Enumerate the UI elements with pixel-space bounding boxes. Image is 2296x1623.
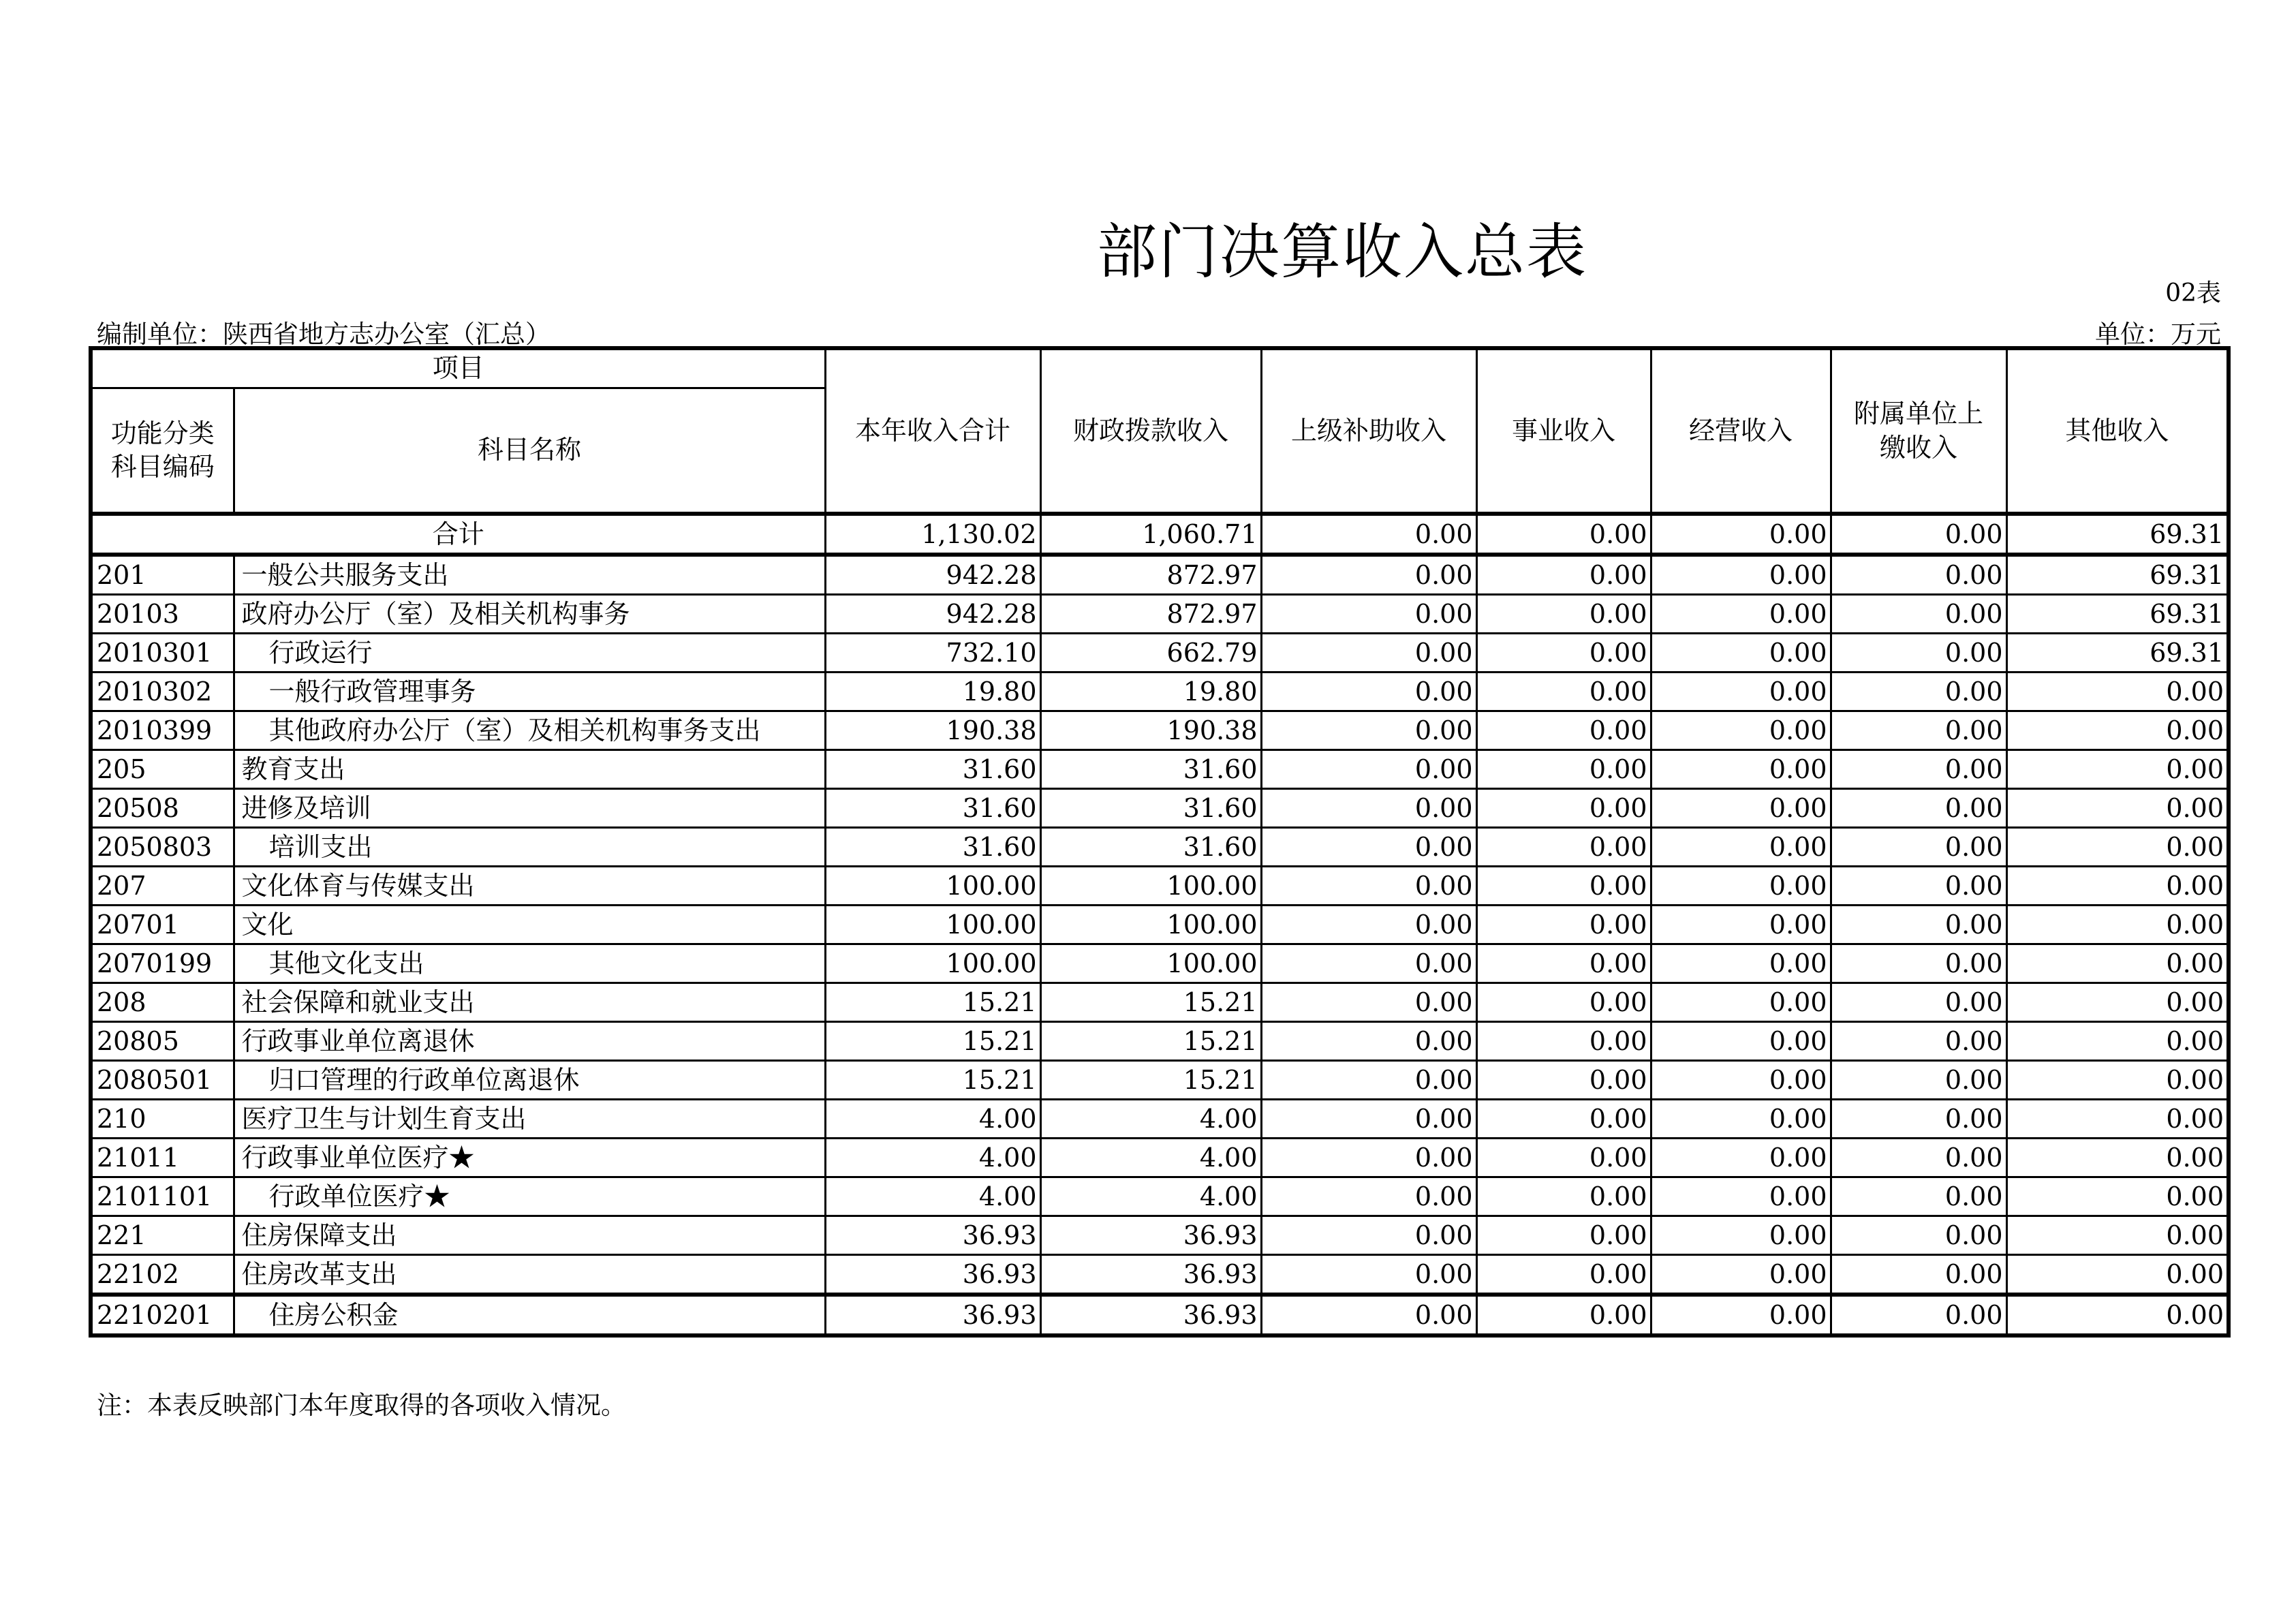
row-value: 4.00 xyxy=(1040,1177,1261,1216)
row-name: 一般公共服务支出 xyxy=(234,555,825,595)
row-value: 0.00 xyxy=(1476,1255,1651,1295)
row-value: 0.00 xyxy=(2006,1100,2229,1139)
row-value: 31.60 xyxy=(1040,789,1261,828)
row-value: 36.93 xyxy=(825,1255,1040,1295)
row-value: 0.00 xyxy=(1261,789,1476,828)
row-value: 31.60 xyxy=(825,789,1040,828)
row-value: 0.00 xyxy=(1261,1295,1476,1335)
table-row xyxy=(91,1177,2229,1216)
total-value: 69.31 xyxy=(2006,514,2229,555)
row-value: 0.00 xyxy=(1651,1255,1831,1295)
row-code: 208 xyxy=(91,983,234,1022)
row-value: 0.00 xyxy=(1476,828,1651,867)
row-value: 36.93 xyxy=(1040,1255,1261,1295)
row-value: 942.28 xyxy=(825,595,1040,634)
row-value: 0.00 xyxy=(1651,1022,1831,1061)
row-value: 31.60 xyxy=(825,750,1040,789)
row-value: 0.00 xyxy=(1651,1216,1831,1255)
row-value: 0.00 xyxy=(1831,867,2006,906)
row-name: 行政事业单位医疗★ xyxy=(234,1139,825,1177)
row-value: 0.00 xyxy=(2006,944,2229,983)
row-value: 0.00 xyxy=(1261,944,1476,983)
row-name: 文化 xyxy=(234,906,825,944)
row-value: 0.00 xyxy=(1651,906,1831,944)
total-value: 0.00 xyxy=(1651,514,1831,555)
row-code: 210 xyxy=(91,1100,234,1139)
table-row xyxy=(91,1216,2229,1255)
row-value: 0.00 xyxy=(1831,1139,2006,1177)
row-value: 0.00 xyxy=(1831,1255,2006,1295)
row-code: 20805 xyxy=(91,1022,234,1061)
row-value: 0.00 xyxy=(1261,1022,1476,1061)
row-value: 4.00 xyxy=(1040,1139,1261,1177)
row-name: 政府办公厅（室）及相关机构事务 xyxy=(234,595,825,634)
total-label: 合计 xyxy=(91,514,825,555)
row-value: 0.00 xyxy=(1476,944,1651,983)
table-row xyxy=(91,673,2229,711)
row-name: 住房公积金 xyxy=(234,1295,825,1335)
row-value: 0.00 xyxy=(1476,1139,1651,1177)
row-name: 住房保障支出 xyxy=(234,1216,825,1255)
row-value: 0.00 xyxy=(1476,906,1651,944)
row-value: 100.00 xyxy=(1040,906,1261,944)
header-operating: 经营收入 xyxy=(1651,348,1831,514)
row-value: 0.00 xyxy=(1476,867,1651,906)
row-code: 22102 xyxy=(91,1255,234,1295)
table-row xyxy=(91,1255,2229,1295)
row-value: 190.38 xyxy=(825,711,1040,750)
row-value: 15.21 xyxy=(1040,1022,1261,1061)
row-value: 0.00 xyxy=(2006,867,2229,906)
row-value: 0.00 xyxy=(1831,789,2006,828)
row-code: 2101101 xyxy=(91,1177,234,1216)
row-value: 0.00 xyxy=(1651,595,1831,634)
row-value: 0.00 xyxy=(1476,673,1651,711)
row-value: 732.10 xyxy=(825,634,1040,673)
total-value: 0.00 xyxy=(1261,514,1476,555)
row-value: 36.93 xyxy=(825,1216,1040,1255)
row-value: 100.00 xyxy=(1040,867,1261,906)
row-value: 0.00 xyxy=(1261,828,1476,867)
header-business: 事业收入 xyxy=(1476,348,1651,514)
row-value: 0.00 xyxy=(1651,828,1831,867)
row-value: 0.00 xyxy=(1476,1022,1651,1061)
row-value: 19.80 xyxy=(825,673,1040,711)
table-row xyxy=(91,944,2229,983)
row-code: 2010301 xyxy=(91,634,234,673)
row-code: 2080501 xyxy=(91,1061,234,1100)
table-row xyxy=(91,867,2229,906)
row-value: 0.00 xyxy=(1651,750,1831,789)
row-value: 0.00 xyxy=(1651,1100,1831,1139)
row-value: 4.00 xyxy=(825,1177,1040,1216)
row-value: 0.00 xyxy=(1651,983,1831,1022)
table-row xyxy=(91,711,2229,750)
row-value: 0.00 xyxy=(2006,1022,2229,1061)
header-name: 科目名称 xyxy=(234,388,825,514)
row-value: 0.00 xyxy=(1261,750,1476,789)
footnote: 注：本表反映部门本年度取得的各项收入情况。 xyxy=(97,1391,626,1420)
row-value: 19.80 xyxy=(1040,673,1261,711)
row-value: 0.00 xyxy=(1476,983,1651,1022)
row-value: 0.00 xyxy=(1261,634,1476,673)
org-label: 编制单位：陕西省地方志办公室（汇总） xyxy=(97,320,550,349)
row-value: 0.00 xyxy=(1831,1295,2006,1335)
table-row xyxy=(91,1139,2229,1177)
row-name: 培训支出 xyxy=(234,828,825,867)
row-value: 0.00 xyxy=(1261,1100,1476,1139)
row-name: 进修及培训 xyxy=(234,789,825,828)
table-row xyxy=(91,906,2229,944)
row-value: 0.00 xyxy=(1261,555,1476,595)
table-row xyxy=(91,983,2229,1022)
row-value: 0.00 xyxy=(1261,1177,1476,1216)
row-value: 0.00 xyxy=(1651,673,1831,711)
income-summary-table xyxy=(89,346,2231,1338)
row-value: 15.21 xyxy=(825,1022,1040,1061)
row-value: 0.00 xyxy=(1261,1255,1476,1295)
table-row xyxy=(91,789,2229,828)
header-code: 功能分类科目编码 xyxy=(91,388,234,514)
row-value: 0.00 xyxy=(1831,1216,2006,1255)
row-value: 0.00 xyxy=(2006,828,2229,867)
row-value: 4.00 xyxy=(825,1100,1040,1139)
row-value: 0.00 xyxy=(1261,1216,1476,1255)
row-value: 69.31 xyxy=(2006,634,2229,673)
row-value: 0.00 xyxy=(1831,673,2006,711)
row-value: 4.00 xyxy=(825,1139,1040,1177)
row-value: 100.00 xyxy=(825,944,1040,983)
row-name: 医疗卫生与计划生育支出 xyxy=(234,1100,825,1139)
row-value: 100.00 xyxy=(825,906,1040,944)
row-value: 36.93 xyxy=(1040,1295,1261,1335)
row-value: 0.00 xyxy=(2006,750,2229,789)
row-value: 872.97 xyxy=(1040,555,1261,595)
total-value: 0.00 xyxy=(1831,514,2006,555)
table-row xyxy=(91,828,2229,867)
row-value: 69.31 xyxy=(2006,555,2229,595)
row-value: 0.00 xyxy=(2006,711,2229,750)
row-code: 20508 xyxy=(91,789,234,828)
table-row xyxy=(91,555,2229,595)
row-code: 21011 xyxy=(91,1139,234,1177)
row-code: 20103 xyxy=(91,595,234,634)
row-value: 0.00 xyxy=(1476,750,1651,789)
row-value: 662.79 xyxy=(1040,634,1261,673)
row-value: 0.00 xyxy=(2006,1216,2229,1255)
row-value: 0.00 xyxy=(1261,595,1476,634)
table-row xyxy=(91,634,2229,673)
row-value: 0.00 xyxy=(1831,1100,2006,1139)
row-value: 15.21 xyxy=(825,983,1040,1022)
row-value: 0.00 xyxy=(1831,906,2006,944)
row-value: 0.00 xyxy=(1651,867,1831,906)
row-code: 2210201 xyxy=(91,1295,234,1335)
row-value: 15.21 xyxy=(825,1061,1040,1100)
row-code: 201 xyxy=(91,555,234,595)
row-value: 0.00 xyxy=(1261,673,1476,711)
row-code: 2010399 xyxy=(91,711,234,750)
row-value: 0.00 xyxy=(1476,595,1651,634)
table-row xyxy=(91,595,2229,634)
row-value: 872.97 xyxy=(1040,595,1261,634)
row-code: 207 xyxy=(91,867,234,906)
row-value: 0.00 xyxy=(2006,1177,2229,1216)
row-value: 0.00 xyxy=(1651,1061,1831,1100)
row-value: 0.00 xyxy=(1831,828,2006,867)
row-value: 31.60 xyxy=(1040,828,1261,867)
row-value: 0.00 xyxy=(2006,1139,2229,1177)
table-row xyxy=(91,1295,2229,1335)
header-total: 本年收入合计 xyxy=(825,348,1040,514)
total-value: 1,060.71 xyxy=(1040,514,1261,555)
row-value: 0.00 xyxy=(1261,983,1476,1022)
row-value: 15.21 xyxy=(1040,983,1261,1022)
row-value: 0.00 xyxy=(1476,1216,1651,1255)
row-value: 0.00 xyxy=(1261,906,1476,944)
row-value: 0.00 xyxy=(1651,1139,1831,1177)
row-value: 36.93 xyxy=(1040,1216,1261,1255)
row-value: 0.00 xyxy=(1261,867,1476,906)
row-code: 205 xyxy=(91,750,234,789)
row-value: 0.00 xyxy=(1651,1177,1831,1216)
row-value: 0.00 xyxy=(1261,1139,1476,1177)
row-value: 942.28 xyxy=(825,555,1040,595)
row-name: 教育支出 xyxy=(234,750,825,789)
table-number: 02表 xyxy=(2165,279,2221,307)
page-title: 部门决算收入总表 xyxy=(1096,217,1587,287)
table-row xyxy=(91,1061,2229,1100)
row-value: 0.00 xyxy=(1476,1100,1651,1139)
row-value: 0.00 xyxy=(2006,1061,2229,1100)
row-name: 其他政府办公厅（室）及相关机构事务支出 xyxy=(234,711,825,750)
row-value: 0.00 xyxy=(1831,750,2006,789)
row-value: 0.00 xyxy=(1651,634,1831,673)
row-name: 一般行政管理事务 xyxy=(234,673,825,711)
row-value: 0.00 xyxy=(1651,555,1831,595)
row-value: 0.00 xyxy=(1831,555,2006,595)
row-code: 20701 xyxy=(91,906,234,944)
row-value: 0.00 xyxy=(1261,1061,1476,1100)
total-value: 1,130.02 xyxy=(825,514,1040,555)
row-name: 归口管理的行政单位离退休 xyxy=(234,1061,825,1100)
row-value: 0.00 xyxy=(1831,711,2006,750)
row-value: 0.00 xyxy=(1651,789,1831,828)
row-value: 0.00 xyxy=(1476,1295,1651,1335)
row-value: 31.60 xyxy=(825,828,1040,867)
row-value: 0.00 xyxy=(1476,634,1651,673)
row-value: 15.21 xyxy=(1040,1061,1261,1100)
row-value: 0.00 xyxy=(1261,711,1476,750)
row-code: 221 xyxy=(91,1216,234,1255)
row-value: 0.00 xyxy=(1831,634,2006,673)
row-value: 4.00 xyxy=(1040,1100,1261,1139)
row-value: 0.00 xyxy=(1831,944,2006,983)
row-name: 行政运行 xyxy=(234,634,825,673)
row-value: 0.00 xyxy=(1476,1061,1651,1100)
table-row xyxy=(91,1100,2229,1139)
row-name: 社会保障和就业支出 xyxy=(234,983,825,1022)
header-item: 项目 xyxy=(91,348,825,388)
unit-label: 单位：万元 xyxy=(2095,320,2221,349)
row-value: 0.00 xyxy=(1651,944,1831,983)
header-other: 其他收入 xyxy=(2006,348,2229,514)
row-name: 其他文化支出 xyxy=(234,944,825,983)
row-value: 0.00 xyxy=(2006,1255,2229,1295)
row-value: 0.00 xyxy=(2006,673,2229,711)
header-fiscal: 财政拨款收入 xyxy=(1040,348,1261,514)
row-value: 0.00 xyxy=(1831,983,2006,1022)
row-value: 0.00 xyxy=(2006,906,2229,944)
row-value: 0.00 xyxy=(1831,1177,2006,1216)
row-name: 行政事业单位离退休 xyxy=(234,1022,825,1061)
row-value: 0.00 xyxy=(1831,1061,2006,1100)
header-affiliated: 附属单位上缴收入 xyxy=(1831,348,2006,514)
row-value: 0.00 xyxy=(1476,1177,1651,1216)
row-code: 2050803 xyxy=(91,828,234,867)
row-value: 36.93 xyxy=(825,1295,1040,1335)
row-value: 100.00 xyxy=(1040,944,1261,983)
row-value: 100.00 xyxy=(825,867,1040,906)
row-value: 0.00 xyxy=(1476,789,1651,828)
row-code: 2010302 xyxy=(91,673,234,711)
total-value: 0.00 xyxy=(1476,514,1651,555)
row-value: 0.00 xyxy=(1651,711,1831,750)
table-row xyxy=(91,1022,2229,1061)
row-value: 0.00 xyxy=(2006,789,2229,828)
row-name: 住房改革支出 xyxy=(234,1255,825,1295)
row-name: 文化体育与传媒支出 xyxy=(234,867,825,906)
table-row xyxy=(91,750,2229,789)
row-value: 0.00 xyxy=(1476,711,1651,750)
row-value: 31.60 xyxy=(1040,750,1261,789)
row-value: 0.00 xyxy=(1651,1295,1831,1335)
row-code: 2070199 xyxy=(91,944,234,983)
row-value: 69.31 xyxy=(2006,595,2229,634)
row-value: 0.00 xyxy=(2006,983,2229,1022)
row-value: 0.00 xyxy=(1831,1022,2006,1061)
total-row xyxy=(91,514,2229,555)
row-value: 190.38 xyxy=(1040,711,1261,750)
row-name: 行政单位医疗★ xyxy=(234,1177,825,1216)
row-value: 0.00 xyxy=(1831,595,2006,634)
row-value: 0.00 xyxy=(1476,555,1651,595)
header-subsidy: 上级补助收入 xyxy=(1261,348,1476,514)
row-value: 0.00 xyxy=(2006,1295,2229,1335)
